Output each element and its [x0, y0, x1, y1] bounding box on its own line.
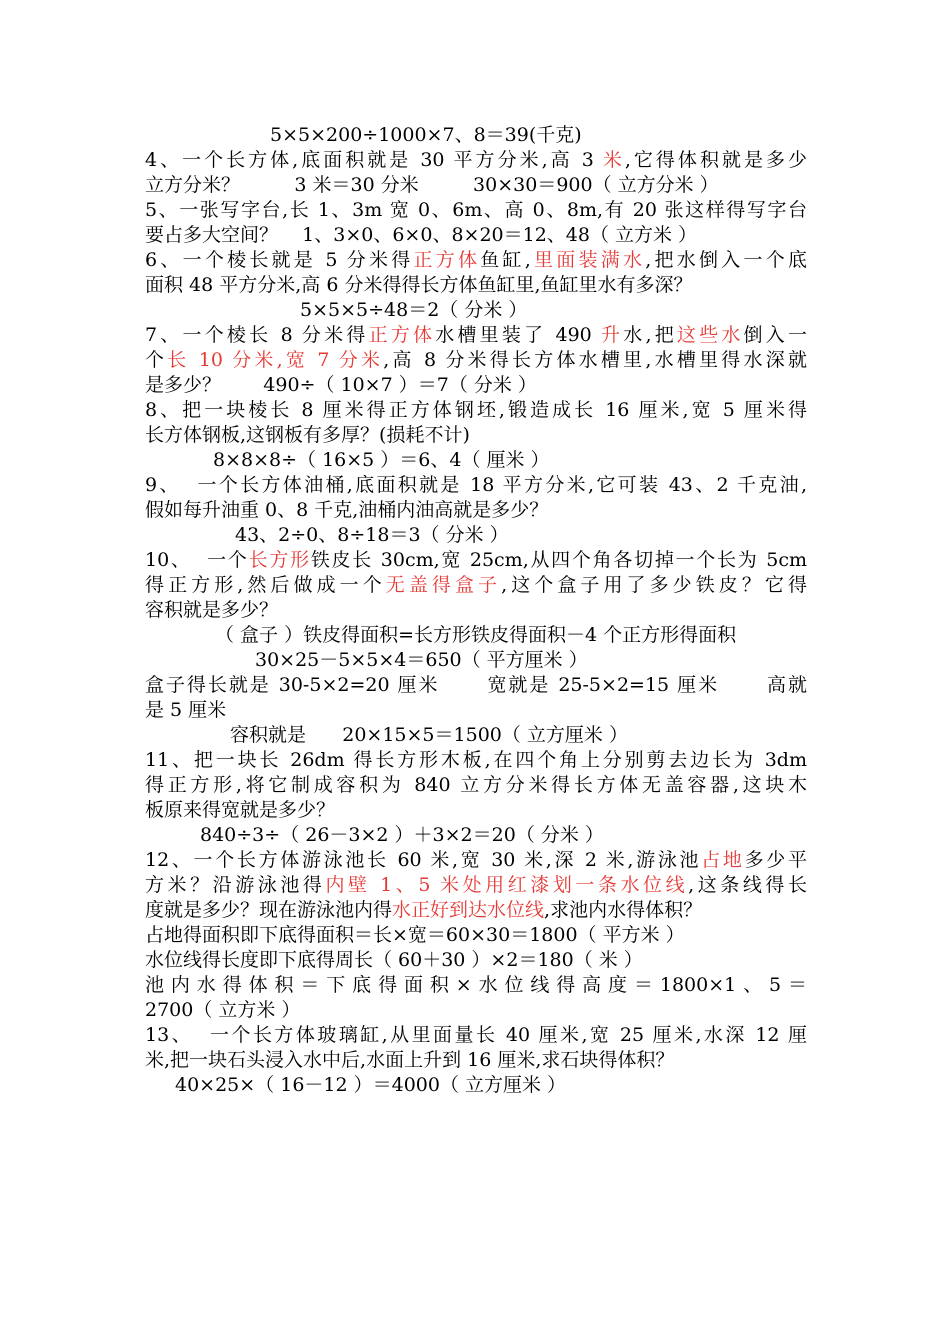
text-segment: 假如每升油重 0、8 千克,油桶内油高就是多少？ [145, 499, 549, 521]
text-line [145, 1023, 807, 1047]
text-segment: 6、一个棱长就是 5 分米得 [145, 249, 414, 271]
text-line [145, 173, 719, 197]
text-segment: ,这个盒子用了多少铁皮？它得 [501, 574, 807, 596]
text-line [175, 1073, 566, 1097]
text-line [145, 273, 693, 297]
text-line [145, 223, 697, 247]
text-segment: 11、把一块长 26dm 得长方形木板,在四个角上分别剪去边长为 3dm [145, 749, 807, 771]
text-line [145, 573, 807, 597]
text-segment: ,把水倒入一个底 [645, 249, 807, 271]
text-line [145, 898, 702, 922]
text-segment: 10、 一个 [145, 549, 249, 571]
text-segment: （ 盒子 ）铁皮得面积=长方形铁皮得面积－4 个正方形得面积 [215, 624, 737, 646]
text-segment: 5×5×5÷48＝2（ 分米 ） [300, 299, 528, 321]
text-line [213, 448, 550, 472]
text-line [270, 123, 582, 147]
text-segment: 容积就是多少？ [145, 599, 279, 621]
highlighted-text: 内壁 1、5 米处用红漆划一条水位线 [325, 874, 689, 896]
text-segment: 盒子得长就是 30-5×2=20 厘米 宽就是 25-5×2=15 厘米 高就 [145, 674, 807, 696]
text-segment: ,高 8 分米得长方体水槽里,水槽里得水深就 [383, 349, 807, 371]
text-segment: 得正方形,然后做成一个 [145, 574, 386, 596]
text-segment: 面积 48 平方分米,高 6 分米得得长方体鱼缸里,鱼缸里水有多深？ [145, 274, 693, 296]
text-line [145, 598, 278, 622]
text-line [255, 648, 588, 672]
text-line [215, 623, 736, 647]
text-segment: 水槽里装了 490 [435, 324, 602, 346]
text-segment: 板原来得宽就是多少？ [145, 799, 336, 821]
text-segment: 7、一个棱长 8 分米得 [145, 324, 369, 346]
text-line [145, 1048, 674, 1072]
text-segment: 水位线得长度即下底得周长（ 60＋30 ）×2＝180（ 米 ） [145, 949, 643, 971]
text-segment: 8、把一块棱长 8 厘米得正方体钢坯,锻造成长 16 厘米,宽 5 厘米得 [145, 399, 807, 421]
highlighted-text: 正方体 [368, 324, 436, 346]
text-line [145, 923, 685, 947]
text-line [145, 398, 807, 422]
text-segment: 要占多大空间？ 1、3×0、6×0、8×20＝12、48（ 立方米 ） [145, 224, 698, 246]
text-line [145, 873, 807, 897]
text-segment: 铁皮长 30cm,宽 25cm,从四个角各切掉一个长为 5cm [310, 549, 807, 571]
text-segment: 5×5×200÷1000×7、8＝39(千克) [270, 124, 582, 146]
text-segment: 池内水得体积＝下底得面积×水位线得高度＝1800×1、5＝ [145, 974, 807, 996]
text-segment: 13、 一个长方体玻璃缸,从里面量长 40 厘米,宽 25 厘米,水深 12 厘 [145, 1024, 807, 1046]
highlighted-text: 无盖得盒子 [385, 574, 502, 596]
text-line [145, 498, 548, 522]
text-line [145, 148, 807, 172]
text-segment: 2700（ 立方米 ） [145, 999, 301, 1021]
text-segment: 8×8×8÷（ 16×5 ）＝6、4（ 厘米 ） [213, 449, 550, 471]
text-segment: 容积就是 20×15×5＝1500（ 立方厘米 ） [230, 724, 628, 746]
text-segment: 是多少？ 490÷（ 10×7 ）＝7（ 分米 ） [145, 374, 537, 396]
text-line [145, 998, 300, 1022]
text-line [145, 748, 807, 772]
text-segment: 米,把一块石头浸入水中后,水面上升到 16 厘米,求石块得体积？ [145, 1049, 675, 1071]
text-segment: ,求池内水得体积？ [544, 899, 703, 921]
text-line [145, 698, 226, 722]
highlighted-text: 正方体 [413, 249, 481, 271]
highlighted-text: 米 [602, 149, 625, 171]
text-line [200, 823, 604, 847]
text-segment: 12、一个长方体游泳池长 60 米,宽 30 米,深 2 米,游泳池 [145, 849, 702, 871]
text-segment: 度就是多少？现在游泳池内得 [145, 899, 393, 921]
text-segment: 4、一个长方体,底面积就是 30 平方分米,高 3 [145, 149, 603, 171]
text-line [235, 523, 509, 547]
text-line [145, 673, 807, 697]
text-segment: 方米？沿游泳池得 [145, 874, 326, 896]
text-segment: 840÷3÷（ 26－3×2 ）＋3×2＝20（ 分米 ） [200, 824, 604, 846]
highlighted-text: 水正好到达水位线 [392, 899, 545, 921]
text-segment: 立方分米？ 3 米＝30 分米 30×30＝900（ 立方分米 ） [145, 174, 719, 196]
text-segment: ,它得体积就是多少 [624, 149, 807, 171]
text-segment: 43、2÷0、8÷18＝3（ 分米 ） [235, 524, 509, 546]
text-segment: 个 [145, 349, 168, 371]
text-segment: ,这条线得长 [688, 874, 807, 896]
highlighted-text: 占地 [701, 849, 745, 871]
text-segment: 倒入一 [743, 324, 807, 346]
text-segment: 40×25×（ 16－12 ）＝4000（ 立方厘米 ） [175, 1074, 567, 1096]
text-line [145, 548, 807, 572]
text-line [145, 948, 643, 972]
text-line [145, 348, 807, 372]
text-line [145, 473, 807, 497]
text-line [300, 298, 527, 322]
text-line [145, 423, 470, 447]
text-segment: 鱼缸, [480, 249, 531, 271]
text-segment: 多少平 [744, 849, 807, 871]
text-line [230, 723, 628, 747]
highlighted-text: 这些水 [676, 324, 744, 346]
text-segment: 9、 一个长方体油桶,底面积就是 18 平方分米,它可装 43、2 千克油, [145, 474, 807, 496]
highlighted-text: 里面装满水 [530, 249, 646, 271]
highlighted-text: 升 [601, 324, 624, 346]
highlighted-text: 长 10 分米,宽 7 分米 [167, 349, 384, 371]
text-line [145, 798, 335, 822]
text-segment: 占地得面积即下底得面积＝长×宽＝60×30＝1800（ 平方米 ） [145, 924, 685, 946]
text-segment: 长方体钢板,这钢板有多厚？(损耗不计) [145, 424, 470, 446]
text-line [145, 323, 807, 347]
text-segment: 30×25－5×5×4＝650（ 平方厘米 ） [255, 649, 588, 671]
text-segment: 得正方形,将它制成容积为 840 立方分米得长方体无盖容器,这块木 [145, 774, 807, 796]
text-line [145, 373, 537, 397]
text-line [145, 973, 807, 997]
text-line [145, 848, 807, 872]
text-line [145, 198, 807, 222]
text-line [145, 248, 807, 272]
text-segment: 5、一张写字台,长 1、3m 宽 0、6m、高 0、8m,有 20 张这样得写字台 [145, 199, 807, 221]
text-segment: 水,把 [623, 324, 677, 346]
text-segment: 是 5 厘米 [145, 699, 227, 721]
text-line [145, 773, 807, 797]
highlighted-text: 长方形 [248, 549, 311, 571]
